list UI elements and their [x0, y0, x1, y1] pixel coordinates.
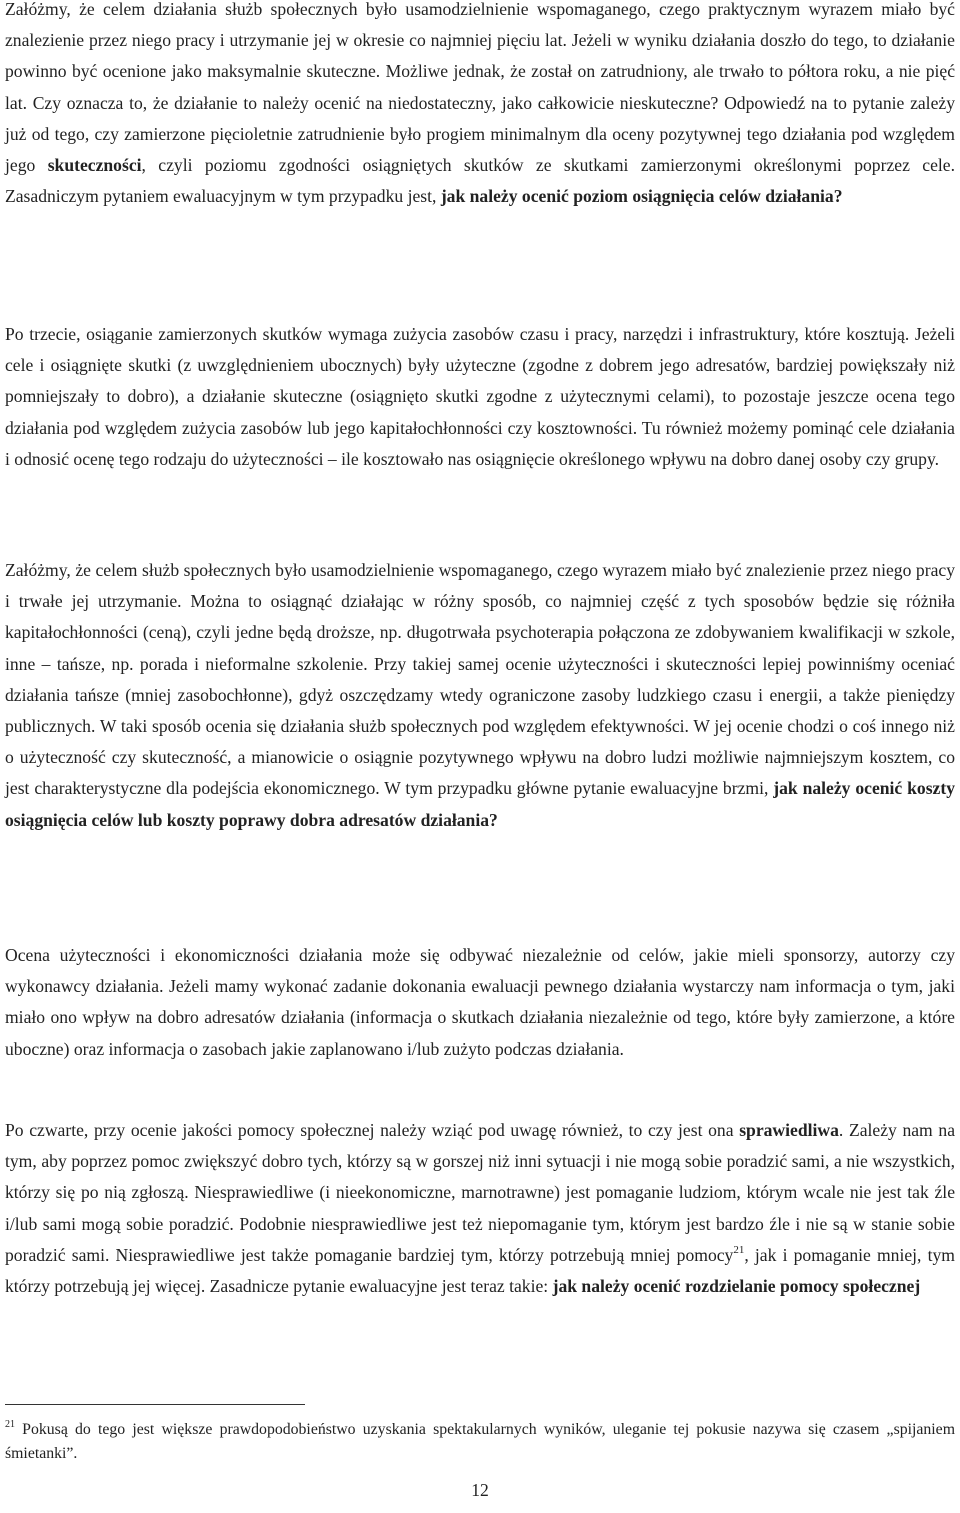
- paragraph-text: , czyli poziomu zgodności osiągniętych skutków ze skutkami zamierzonymi określonymi poprzez cele. Zasadniczym pytaniem ewaluacyjnym w tym przypadku jest,: [5, 155, 955, 207]
- paragraph-text: . Zależy nam na tym, aby poprzez pomoc zwiększyć dobro tych, którzy są w gorszej niż inni sytuacji i nie mogą sobie poradzić sami, a nie wszystkich, którzy się po nią zgłoszą. Niesprawiedliwe (i nieekonomiczne, marnotrawne) jest pomaganie ludziom, którym wcale nie jest tak źle i/lub sami mogą sobie poradzić. Podobnie niesprawiedliwe jest też niepomaganie tym, którym jest bardzo źle i nie są w stanie sobie poradzić sami. Niesprawiedliwe jest także pomaganie bardziej tym, którzy potrzebują mniej pomocy: [5, 1120, 955, 1265]
- paragraph-efficiency: [5, 555, 955, 836]
- evaluation-question: jak należy ocenić koszty osiągnięcia celów lub koszty poprawy dobra adresatów działania?: [5, 778, 956, 830]
- paragraph-text: Załóżmy, że celem służb społecznych było usamodzielnienie wspomaganego, czego wyrazem miało być znalezienie przez niego pracy i trwałe jej utrzymanie. Można to osiągnąć działając w różny sposób, co najmniej część z tych sposobów będzie się różniła kapitałochłonności (ceną), czyli jedne będą droższe, np. długotrwała psychoterapia połączona ze zdobywaniem kwalifikacji w szkole, inne – tańsze, np. porada i nieformalne szkolenie. Przy takiej samej ocenie użyteczności i skuteczności lepiej powinniśmy oceniać działania tańsze (mniej zasobochłonne), gdyż oszczędzamy wtedy ograniczone zasoby ludzkiego czasu i energii, a także pieniędzy publicznych. W taki sposób ocenia się działania służb społecznych pod względem efektywności. W jej ocenie chodzi o coś innego niż o użyteczność czy skuteczność, a mianowicie o osiągnie pozytywnego wpływu na dobro ludzi możliwie najmniejszym kosztem, co jest charakterystyczne dla podejścia ekonomicznego. W tym przypadku główne pytanie ewaluacyjne brzmi,: [5, 560, 955, 799]
- footnote-text: Pokusą do tego jest większe prawdopodobieństwo uzyskania spektakularnych wyników, uleganie tej pokusie nazywa się czasem „spijaniem śmietanki”.: [5, 1421, 955, 1462]
- evaluation-question: jak należy ocenić poziom osiągnięcia celów działania?: [440, 186, 843, 207]
- footnote-reference[interactable]: 21: [733, 1243, 745, 1256]
- emphasis-term: sprawiedliwa: [739, 1120, 839, 1140]
- paragraph-fairness: [5, 1115, 955, 1302]
- paragraph-text: Po czwarte, przy ocenie jakości pomocy społecznej należy wziąć pod uwagę również, to czy jest ona: [5, 1120, 740, 1140]
- footnote-marker: 21: [5, 1419, 15, 1430]
- evaluation-question: jak należy ocenić rozdzielanie pomocy społecznej: [552, 1276, 921, 1297]
- paragraph-utility-economy: Ocena użyteczności i ekonomiczności działania może się odbywać niezależnie od celów, jakie mieli sponsorzy, autorzy czy wykonawcy działania. Jeżeli mamy wykonać zadanie dokonania ewaluacji pewnego działania wystarczy nam informacja o tym, jaki miało ono wpływ na dobro adresatów działania (informacja o skutkach działania niezależnie od tego, które były zamierzone, a które uboczne) oraz informacja o zasobach jakie zaplanowano i/lub zużyto podczas działania.: [5, 945, 955, 1059]
- paragraph-third-criterion: Po trzecie, osiąganie zamierzonych skutków wymaga zużycia zasobów czasu i pracy, narzędzi i infrastruktury, które kosztują. Jeżeli cele i osiągnięte skutki (z uwzględnieniem ubocznych) były użyteczne (zgodne z dobrem jego adresatów, bardziej powiększały niż pomniejszały to dobro), a działanie skuteczne (osiągnięto skutki zgodne z użytecznymi celami), to pozostaje jeszcze ocena tego działania pod względem zużycia zasobów lub jego kapitałochłonności czy kosztowności. Tu również możemy pominąć cele działania i odnosić ocenę tego rodzaju do użyteczności – ile kosztowało nas osiągnięcie określonego wpływu na dobro danej osoby czy grupy.: [5, 324, 955, 469]
- paragraph-text: , jak i pomaganie mniej, tym którzy potrzebują jej więcej. Zasadnicze pytanie ewaluacyjne jest teraz takie:: [5, 1244, 955, 1297]
- emphasis-term: skuteczności: [47, 155, 142, 176]
- footnote-divider: [5, 1404, 305, 1405]
- paragraph-text: Załóżmy, że celem działania służb społecznych było usamodzielnienie wspomaganego, czego praktycznym wyrazem miało być znalezienie przez niego pracy i utrzymanie jej w okresie co najmniej pięciu lat. Jeżeli w wyniku działania doszło do tego, to działanie powinno być ocenione jako maksymalnie skuteczne. Możliwe jednak, że został on zatrudniony, ale trwało to półtora roku, a nie pięć lat. Czy oznacza to, że działanie to należy ocenić na niedostateczny, jako całkowicie nieskuteczne? Odpowiedź na to pytanie zależy już od tego, czy zamierzone pięcioletnie zatrudnienie było progiem minimalnym dla oceny pozytywnej tego działania pod względem jego: [5, 0, 955, 176]
- page-number: 12: [471, 1480, 489, 1500]
- footnote: [5, 1418, 955, 1465]
- paragraph-effectiveness: [5, 0, 955, 212]
